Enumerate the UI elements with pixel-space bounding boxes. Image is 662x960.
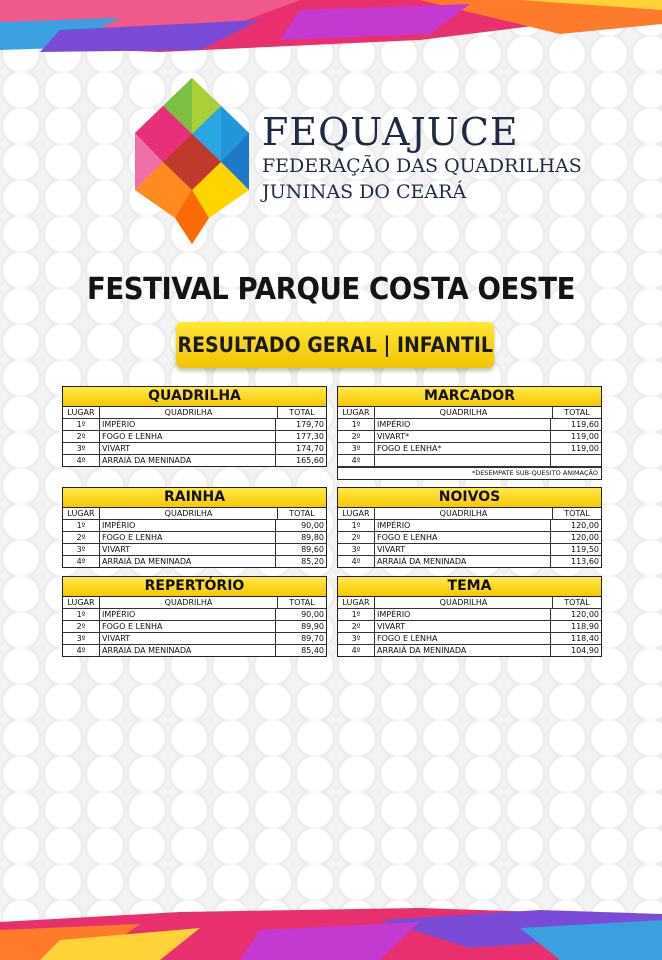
name-cell: VIVART (375, 621, 551, 632)
table-title: NOIVOS (338, 488, 601, 508)
col-place-header: LUGAR (338, 508, 375, 519)
place-cell: 3º (63, 633, 100, 644)
table-row (63, 609, 326, 621)
total-cell: 104,90 (571, 646, 599, 655)
name-cell: FOGO E LENHA (100, 621, 276, 632)
place-cell: 1º (338, 609, 375, 620)
total-cell: 90,00 (301, 610, 324, 619)
table-row (63, 443, 326, 455)
place-cell: 3º (338, 633, 375, 644)
place-cell: 4º (63, 556, 100, 567)
total-cell: 89,90 (301, 622, 324, 631)
table-row (63, 633, 326, 645)
table-row (63, 645, 326, 656)
place-cell: 1º (63, 609, 100, 620)
table-title: RAINHA (63, 488, 326, 508)
col-total-header: TOTAL (289, 408, 315, 417)
col-place-header: LUGAR (338, 597, 375, 608)
table-row (338, 443, 601, 455)
col-total-header: TOTAL (564, 408, 590, 417)
table-row (338, 520, 601, 532)
name-cell: ARRAIÁ DA MENINADA (375, 645, 551, 656)
total-cell: 89,70 (301, 634, 324, 643)
total-cell: 119,50 (571, 545, 599, 554)
col-place-header: LUGAR (63, 407, 100, 418)
tiebreak-note: *DESEMPATE SUB-QUESITO ANIMAÇÃO (338, 467, 601, 479)
name-cell: ARRAIÁ DA MENINADA (375, 556, 551, 567)
place-cell: 4º (338, 455, 375, 466)
total-cell: 179,70 (296, 420, 324, 429)
total-cell: 113,60 (571, 557, 599, 566)
total-cell: 118,90 (571, 622, 599, 631)
table-header-row (338, 407, 601, 419)
col-group-header: QUADRILHA (100, 597, 278, 608)
table-header-row (63, 407, 326, 419)
total-cell: 120,00 (571, 521, 599, 530)
table-header-row (63, 597, 326, 609)
name-cell: IMPÉRIO (375, 419, 551, 430)
top-decorative-band (0, 0, 662, 60)
name-cell: VIVART (100, 633, 276, 644)
col-group-header: QUADRILHA (375, 407, 553, 418)
total-cell: 119,00 (571, 444, 599, 453)
table-row (338, 419, 601, 431)
table-row (338, 431, 601, 443)
place-cell: 2º (338, 621, 375, 632)
place-cell: 2º (338, 532, 375, 543)
table-row (338, 633, 601, 645)
place-cell: 4º (338, 645, 375, 656)
table-row (338, 455, 601, 467)
event-title: FESTIVAL PARQUE COSTA OESTE (86, 272, 576, 307)
name-cell: ARRAIÁ DA MENINADA (100, 556, 276, 567)
place-cell: 1º (338, 520, 375, 531)
brand-name: FEQUAJUCE (262, 110, 519, 154)
col-place-header: LUGAR (63, 508, 100, 519)
col-total-header: TOTAL (289, 509, 315, 518)
table-row (338, 532, 601, 544)
place-cell: 1º (63, 419, 100, 430)
brand-block (262, 112, 582, 204)
table-rainha (62, 487, 327, 568)
table-quadrilha (62, 386, 327, 467)
place-cell: 2º (63, 532, 100, 543)
table-noivos (337, 487, 602, 568)
table-title: REPERTÓRIO (63, 577, 326, 597)
table-row (63, 520, 326, 532)
table-row (338, 609, 601, 621)
subtitle-text: RESULTADO GERAL | INFANTIL (177, 333, 493, 357)
place-cell: 4º (338, 556, 375, 567)
total-cell: 177,30 (296, 432, 324, 441)
table-title: TEMA (338, 577, 601, 597)
table-row (63, 621, 326, 633)
name-cell: IMPÉRIO (100, 520, 276, 531)
name-cell: FOGO E LENHA (375, 532, 551, 543)
table-row (338, 544, 601, 556)
table-row (63, 431, 326, 443)
total-cell: 118,40 (571, 634, 599, 643)
table-row (63, 455, 326, 466)
name-cell: VIVART (100, 544, 276, 555)
table-row (63, 556, 326, 567)
place-cell: 3º (63, 443, 100, 454)
table-repertorio (62, 576, 327, 657)
table-title: QUADRILHA (63, 387, 326, 407)
name-cell: IMPÉRIO (375, 609, 551, 620)
name-cell: FOGO E LENHA (375, 633, 551, 644)
total-cell: 85,40 (301, 646, 324, 655)
place-cell: 1º (63, 520, 100, 531)
table-row (63, 532, 326, 544)
place-cell: 3º (338, 443, 375, 454)
name-cell (375, 455, 551, 466)
col-place-header: LUGAR (63, 597, 100, 608)
table-header-row (63, 508, 326, 520)
col-total-header: TOTAL (564, 598, 590, 607)
total-cell: 89,60 (301, 545, 324, 554)
table-tema (337, 576, 602, 657)
place-cell: 2º (63, 621, 100, 632)
bottom-decorative-band (0, 900, 662, 960)
col-total-header: TOTAL (289, 598, 315, 607)
fequajuce-logo (135, 78, 249, 244)
table-row (63, 419, 326, 431)
name-cell: ARRAIÁ DA MENINADA (100, 645, 276, 656)
col-group-header: QUADRILHA (100, 407, 278, 418)
total-cell: 89,80 (301, 533, 324, 542)
total-cell: 90,00 (301, 521, 324, 530)
total-cell: 119,00 (571, 432, 599, 441)
table-row (63, 544, 326, 556)
col-total-header: TOTAL (564, 509, 590, 518)
place-cell: 3º (338, 544, 375, 555)
place-cell: 4º (63, 455, 100, 466)
place-cell: 4º (63, 645, 100, 656)
place-cell: 2º (338, 431, 375, 442)
name-cell: FOGO E LENHA (100, 532, 276, 543)
total-cell: 120,00 (571, 533, 599, 542)
table-header-row (338, 508, 601, 520)
col-group-header: QUADRILHA (375, 508, 553, 519)
total-cell: 174,70 (296, 444, 324, 453)
name-cell: VIVART (375, 544, 551, 555)
total-cell: 119,60 (571, 420, 599, 429)
total-cell (551, 455, 601, 466)
brand-subtitle-line2: JUNINAS DO CEARÁ (262, 181, 467, 203)
col-group-header: QUADRILHA (375, 597, 553, 608)
name-cell: ARRAIÁ DA MENINADA (100, 455, 276, 466)
table-row (338, 621, 601, 633)
subtitle-banner (176, 322, 494, 368)
col-place-header: LUGAR (338, 407, 375, 418)
place-cell: 2º (63, 431, 100, 442)
name-cell: FOGO E LENHA (100, 431, 276, 442)
total-cell: 120,00 (571, 610, 599, 619)
name-cell: IMPÉRIO (375, 520, 551, 531)
name-cell: IMPÉRIO (100, 419, 276, 430)
name-cell: VIVART (100, 443, 276, 454)
name-cell: FOGO E LENHA* (375, 443, 551, 454)
total-cell: 85,20 (301, 557, 324, 566)
place-cell: 1º (338, 419, 375, 430)
name-cell: VIVART* (375, 431, 551, 442)
brand-subtitle-line1: FEDERAÇÃO DAS QUADRILHAS (262, 155, 582, 177)
name-cell: IMPÉRIO (100, 609, 276, 620)
table-row (338, 556, 601, 567)
place-cell: 3º (63, 544, 100, 555)
table-marcador (337, 386, 602, 480)
table-header-row (338, 597, 601, 609)
total-cell: 165,60 (296, 456, 324, 465)
table-title: MARCADOR (338, 387, 601, 407)
table-row (338, 645, 601, 656)
col-group-header: QUADRILHA (100, 508, 278, 519)
